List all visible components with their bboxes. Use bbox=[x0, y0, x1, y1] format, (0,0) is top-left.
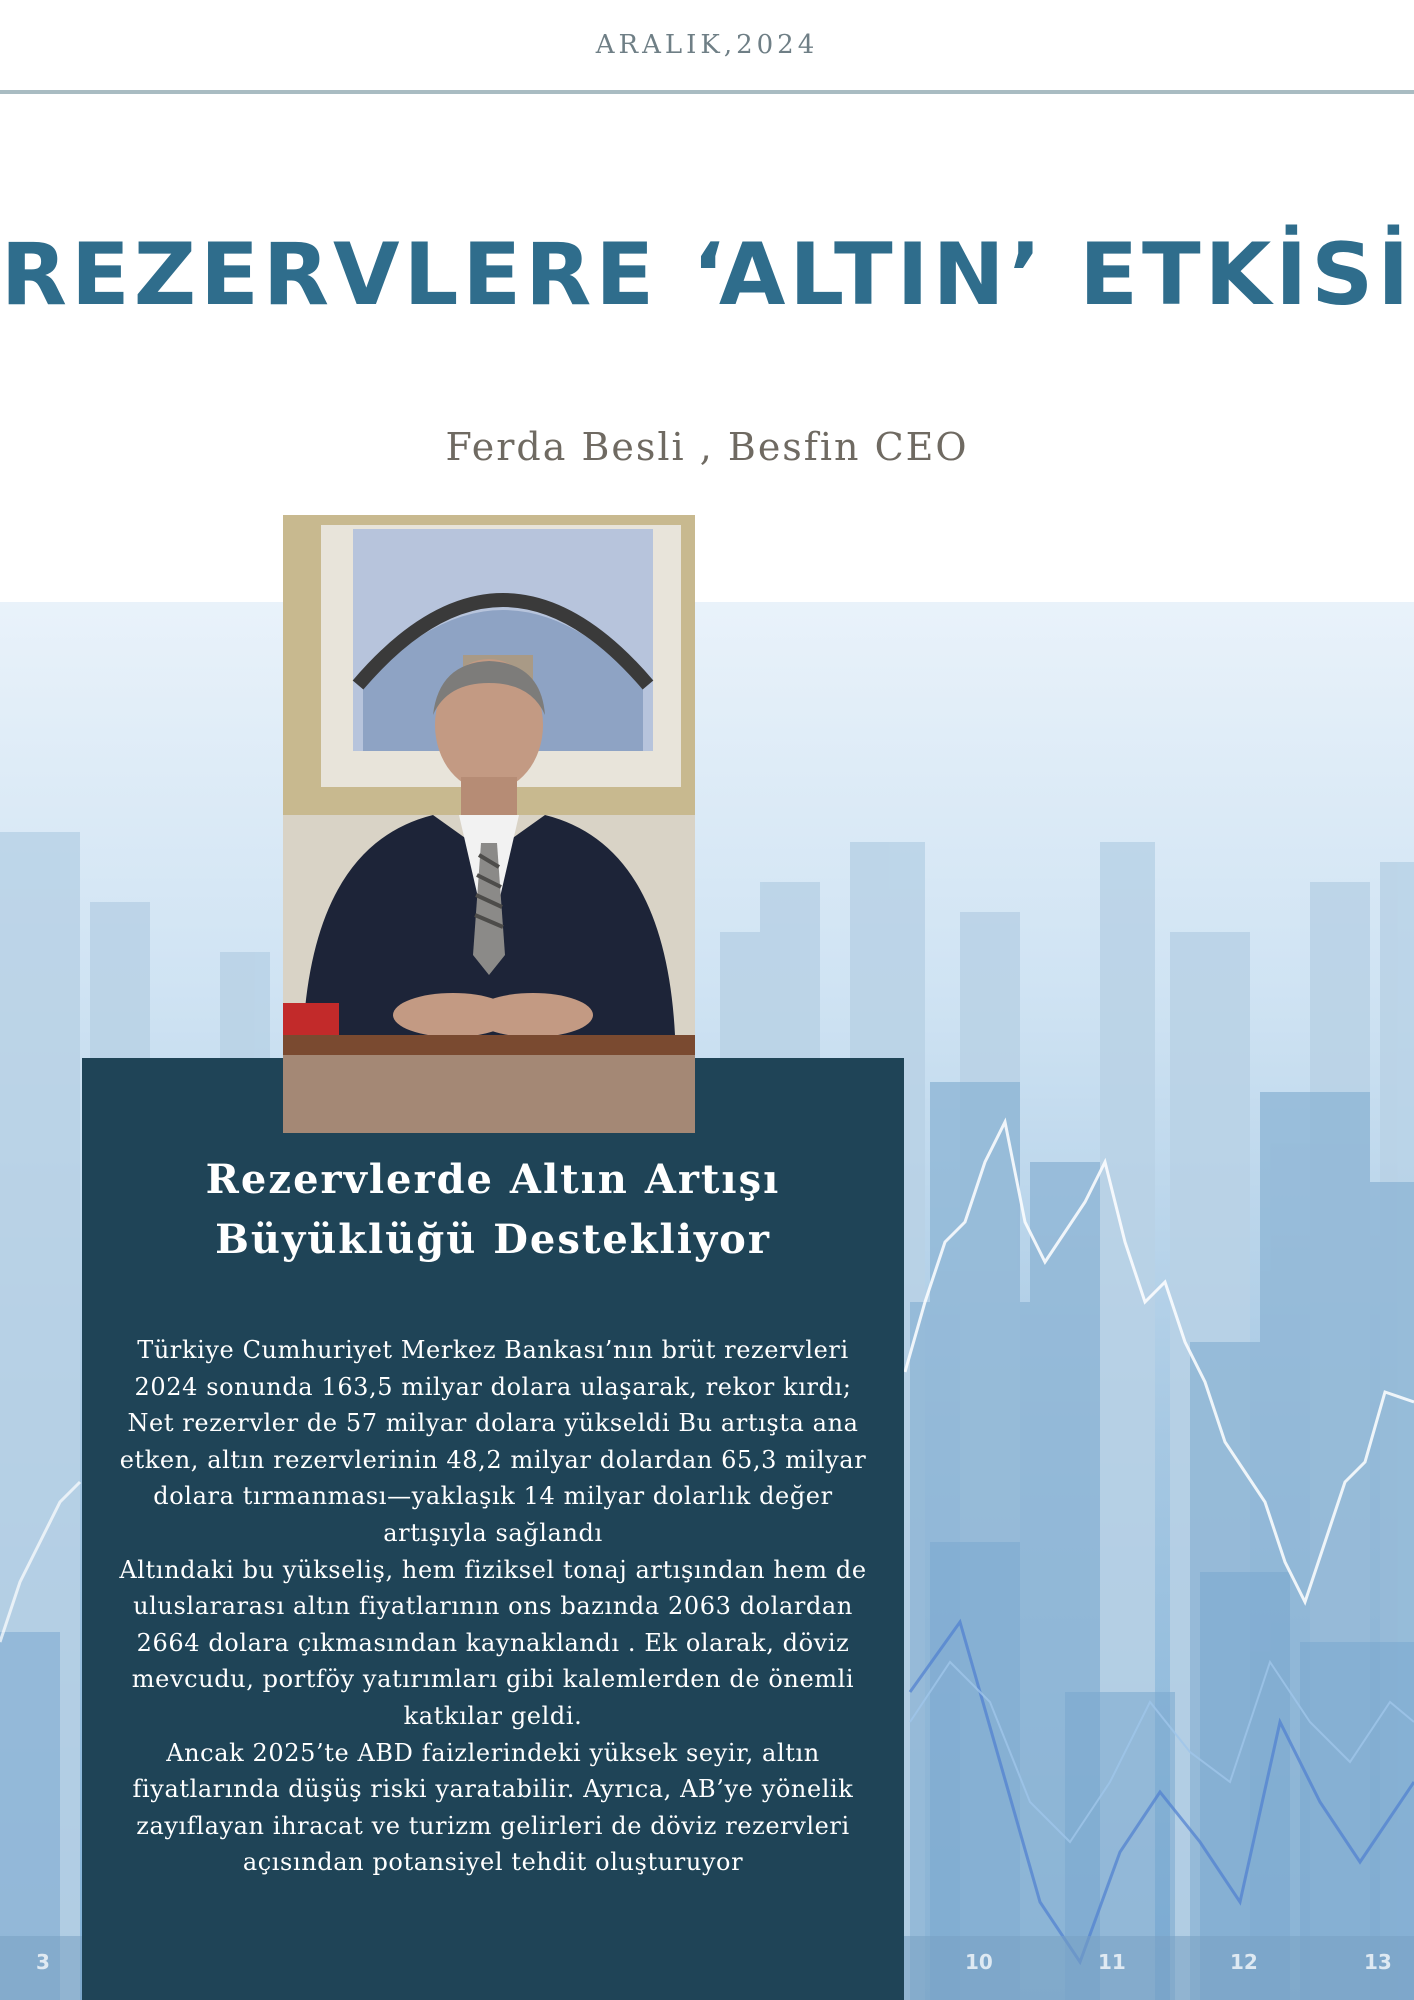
body-paragraph: Türkiye Cumhuriyet Merkez Bankası’nın brüt rezervleri 2024 sonunda 163,5 milyar dolara ulaşarak, rekor kırdı; Net rezervler de 57 milyar dolara yükseldi Bu artışta ana etken, altın rezervlerinin 48,2 milyar dolardan 65,3 milyar dolara tırmanması—yaklaşık 14 milyar dolarlık değer artışıyla sağlandı bbox=[119, 1336, 867, 1547]
issue-date: ARALIK,2024 bbox=[595, 30, 819, 60]
ceo-portrait-photo bbox=[283, 515, 695, 1133]
byline: Ferda Besli , Besfin CEO bbox=[445, 425, 969, 469]
axis-label: 11 bbox=[1098, 1950, 1126, 1974]
body-paragraph: Ancak 2025’te ABD faizlerindeki yüksek seyir, altın fiyatlarında düşüş riski yaratabilir. Ayrıca, AB’ye yönelik zayıflayan ihracat ve turizm gelirleri de döviz rezervleri açısından potansiyel tehdit oluşturuyor bbox=[132, 1738, 854, 1877]
axis-label: 13 bbox=[1364, 1950, 1392, 1974]
section-title-line-1: Rezervlerde Altın Artışı bbox=[205, 1156, 781, 1203]
axis-label: 10 bbox=[965, 1950, 993, 1974]
header-divider bbox=[0, 90, 1414, 94]
axis-label: 12 bbox=[1230, 1950, 1258, 1974]
section-title-line-2: Büyüklüğü Destekliyor bbox=[215, 1216, 771, 1263]
headline: REZERVLERE ‘ALTIN’ ETKİSİ bbox=[0, 225, 1414, 325]
axis-label: 3 bbox=[36, 1950, 50, 1974]
body-paragraph: Altındaki bu yükseliş, hem fiziksel tonaj artışından hem de uluslararası altın fiyatlarının ons bazında 2063 dolardan 2664 dolara çıkmasından kaynaklandı . Ek olarak, döviz mevcudu, portföy yatırımları gibi kalemlerden de önemli katkılar geldi. bbox=[119, 1555, 867, 1730]
section-title bbox=[82, 1150, 904, 1270]
article-body bbox=[108, 1332, 878, 1881]
